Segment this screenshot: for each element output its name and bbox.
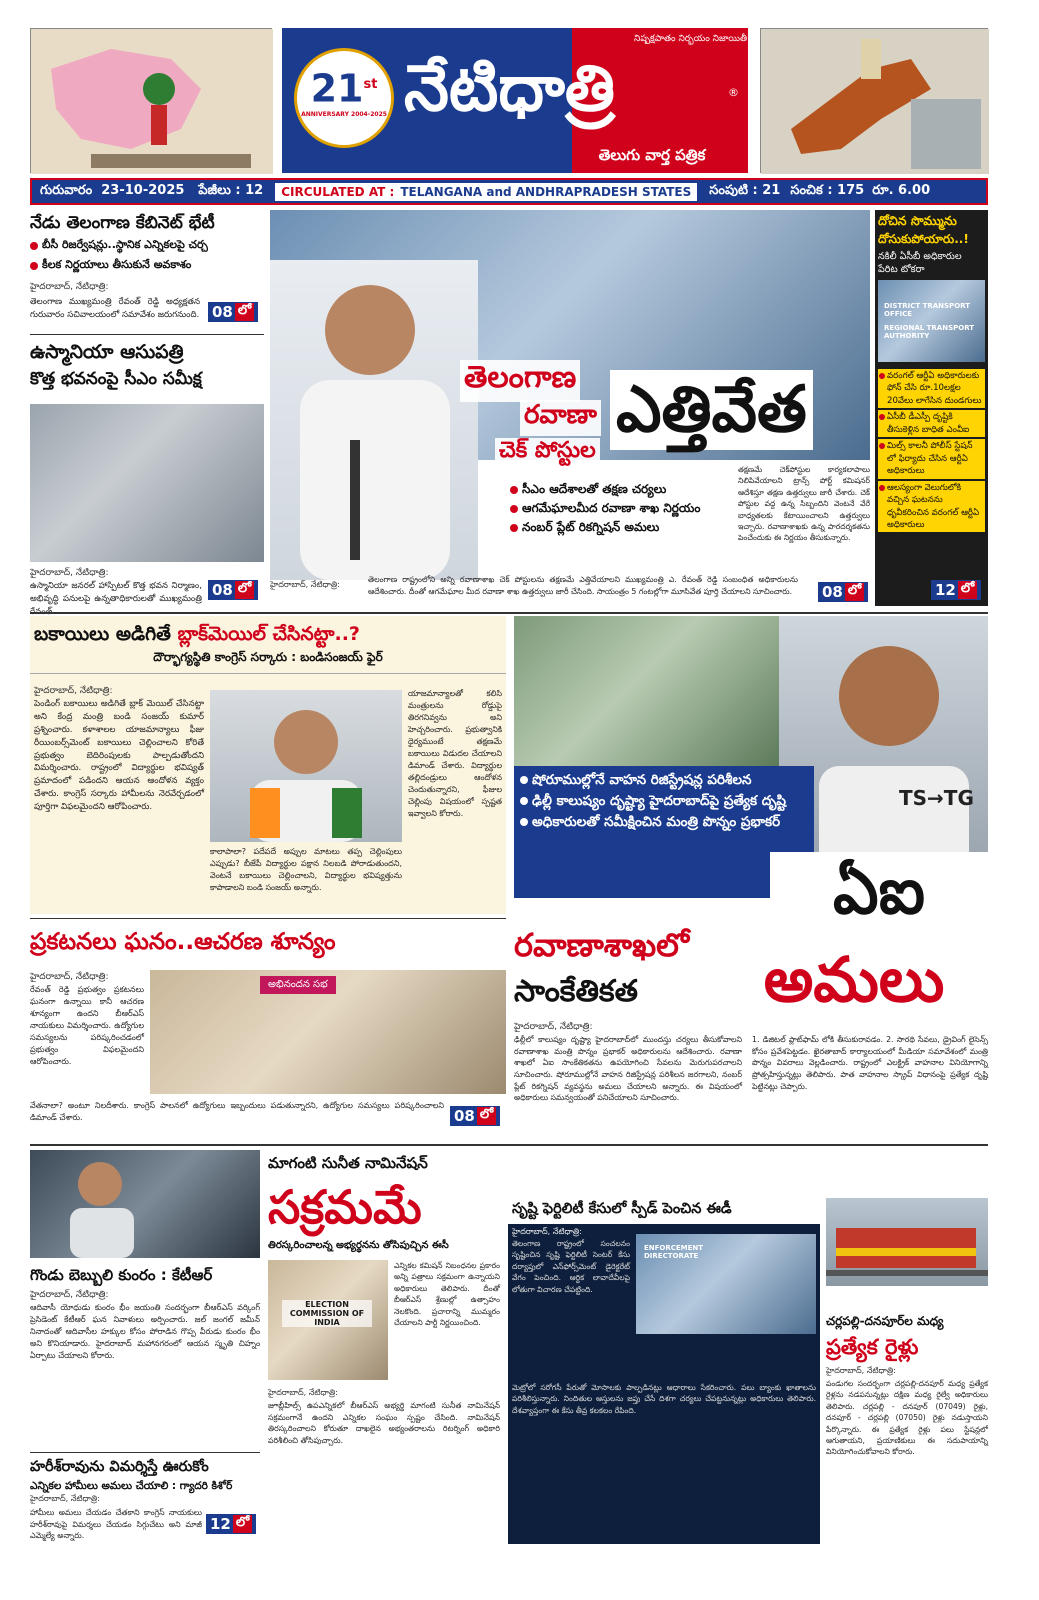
price: రూ. 6.00 — [872, 182, 931, 198]
page-ref-suffix: లో — [477, 1107, 496, 1125]
bullet-icon — [879, 443, 885, 449]
bullet-icon — [879, 373, 885, 379]
rta-office-photo — [878, 280, 985, 362]
divider — [30, 918, 506, 919]
circulated-states: TELANGANA and ANDHRAPRADESH STATES — [400, 184, 692, 199]
osmania-meeting-photo — [30, 404, 264, 562]
truck-checkpoint-photo — [514, 616, 779, 766]
bakayi-story — [30, 616, 506, 914]
bakayi-body-right: యాజమాన్యాలతో కలిసి మంత్రులను రోడ్డుపై తిరగనివ్వను అని హెచ్చరించారు. ప్రభుత్వానికి ధైర్యముంటే తక్షణమే బకాయిలు విడుదల చేయాలని డిమాండ్ చేశారు. విద్యార్థుల తల్లిదండ్రులు ఆందోళన చెందుతున్నారని, ఫీజుల చెల్లింపు విషయంలో స్పష్టత ఇవ్వాలని కోరారు. — [408, 689, 502, 818]
ktr-dateline: హైదరాబాద్, నేటిధాత్రి: — [30, 1290, 109, 1300]
masthead-title: నేటిధాత్రి — [404, 51, 615, 126]
info-bar — [30, 178, 988, 205]
fake-acb-headline-1: దోచిన సొమ్మును — [878, 213, 957, 228]
train-photo — [826, 1198, 988, 1286]
ktr-story — [30, 1150, 260, 1450]
ai-bullet-3: అధికారులతో సమీక్షించిన మంత్రి పొన్నం ప్రభాకర్ — [532, 814, 781, 830]
bullet-icon — [510, 524, 518, 532]
bullet-icon — [510, 505, 518, 513]
cabinet-story — [30, 210, 264, 332]
bakayi-headline-part-2: బ్లాక్‌మెయిల్ చేసినట్టా..? — [177, 623, 360, 645]
bullet-icon — [879, 485, 885, 491]
prakatana-headline: ప్రకటనలు ఘనం..ఆచరణ శూన్యం — [30, 929, 336, 955]
harish-subheadline: ఎన్నికల హామీలు అమలు చేయాలి : గ్యాదరి కిశోర్ — [30, 1480, 233, 1492]
prakatana-body-bottom: వేతనాలా? అంటూ నిలదీశారు. కాంగ్రెస్ పాలనలో ఉద్యోగులు ఇబ్బందులు పడుతున్నారని, ఉద్యోగుల సమస్యలు పరిష్కరించాలని డిమాండ్ చేశారు. — [30, 1101, 444, 1122]
volume-number: సంపుటి : 21 — [709, 182, 781, 198]
anniversary-number: 21 — [310, 66, 364, 111]
lead-body: తెలంగాణ రాష్ట్రంలోని అన్ని రవాణాశాఖ చెక్ పోస్టులను తక్షణమే ఎత్తివేయాలని ముఖ్యమంత్రి ఎ. రేవంత్ రెడ్డి సంబంధిత అధికారులను ఆదేశించారు. దీంతో ఆగమేఘాల మీద రవాణా శాఖ ఉత్తర్వులు జారీ చేసింది. సాయంత్రం 5 గంటల్లోగా మూసివేత పూర్తి చేయాలని సూచించారు. — [368, 575, 798, 596]
anniversary-badge — [294, 48, 394, 148]
cabinet-headline: నేడు తెలంగాణ కేబినెట్ భేటీ — [30, 213, 215, 233]
train-icon — [826, 1198, 988, 1286]
sunitha-body-right: ఎన్నికల కమిషన్ నిబంధనల ప్రకారం అన్ని పత్రాలు సక్రమంగా ఉన్నాయని అధికారులు తెలిపారు. దీంతో బీఆర్ఎస్ శ్రేణుల్లో ఉత్సాహం నెలకొంది. ప్రచారాన్ని ముమ్మరం చేయాలని పార్టీ నిర్ణయించింది. — [394, 1261, 500, 1327]
lead-kicker-3: చెక్ పోస్టుల — [495, 438, 600, 468]
page-ref-suffix: లో — [233, 1515, 252, 1533]
prakatana-dateline: హైదరాబాద్, నేటిధాత్రి: — [30, 972, 109, 982]
ai-bullet-2: ఢిల్లీ కాలుష్యం దృష్ట్యా హైదరాబాద్‌పై ప్రత్యేక దృష్టి — [532, 793, 786, 809]
cabinet-body: తెలంగాణ ముఖ్యమంత్రి రేవంత్ రెడ్డి అధ్యక్షతన గురువారం సచివాలయంలో సమావేశం జరుగనుంది. — [30, 297, 200, 320]
plate-text: TS→TG — [899, 786, 974, 810]
circulation-box — [275, 183, 697, 201]
andhra-map-illustration — [760, 28, 988, 173]
prakatana-story — [30, 922, 506, 1140]
sunitha-subheadline: తిరస్కరించాలన్న అభ్యర్థనను తోసిపుచ్చిన ఈసీ — [268, 1240, 449, 1251]
lead-kicker-2: రవాణా — [520, 400, 601, 436]
ai-bullets — [514, 766, 814, 898]
page-ref-suffix: లో — [235, 581, 254, 599]
harish-headline: హరీశ్‌రావును విమర్శిస్తే ఊరుకోం — [30, 1459, 209, 1475]
issue-date: గురువారం 23-10-2025 — [40, 182, 185, 198]
rail-dateline: హైదరాబాద్, నేటిధాత్రి: — [826, 1366, 896, 1375]
page-ref-suffix: లో — [235, 303, 254, 321]
registered-mark: ® — [728, 86, 739, 99]
election-commission-photo — [268, 1260, 388, 1380]
cabinet-dateline: హైదరాబాద్, నేటిధాత్రి: — [30, 282, 109, 292]
page-ref-suffix: లో — [958, 581, 977, 599]
page-count: పేజీలు : 12 — [198, 182, 264, 198]
ai-line-1: రవాణాశాఖలో — [514, 926, 690, 964]
anniversary-suffix: st — [363, 77, 378, 92]
ai-bullet-1: షోరూముల్లోనే వాహన రిజిస్ట్రేషన్ల పరిశీలన — [532, 772, 752, 788]
srushti-body-left: తెలంగాణ రాష్ట్రంలో సంచలనం సృష్టించిన సృష్టి ఫెర్టిలిటీ సెంటర్ కేసు దర్యాప్తులో ఎన్‌ఫోర్స్‌మెంట్ డైరెక్టరేట్ వేగం పెంచింది. ఆర్థిక లావాదేవీలపై లోతుగా విచారణ చేపట్టింది. — [512, 1239, 630, 1294]
rta-sign-1: DISTRICT TRANSPORT OFFICE — [884, 302, 970, 318]
bullet-icon — [520, 797, 528, 805]
bullet-icon — [879, 414, 885, 420]
osmania-dateline: హైదరాబాద్, నేటిధాత్రి: — [30, 568, 109, 578]
lead-kicker-1: తెలంగాణ — [460, 360, 580, 402]
lead-side-text: తక్షణమే చెక్‌పోస్టుల కార్యకలాపాలు నిలిపివేయాలని ట్రాన్స్ పోర్ట్ కమిషనర్ ఆదేశిస్తూ తక్షణ ఉత్తర్వులు జారీ చేశారు. చెక్ పోస్టుల వద్ద ఉన్న సిబ్బందిని వెంటనే వేరే బాధ్యతలకు కేటాయించాలని ఉత్తర్వులు ఇచ్చారు. రవాణాశాఖకు ఉన్న పారదర్శకతను పెంచేందుకు ఈ నిర్ణయం తీసుకున్నారు. — [738, 465, 870, 543]
masthead-subtitle: తెలుగు వార్త పత్రిక — [598, 146, 706, 164]
bakayi-headline — [30, 616, 506, 648]
rail-headline: చర్లపల్లి-దనపూర్‌ల మధ్య — [826, 1314, 944, 1328]
felicitation-banner: అభినందన సభ — [260, 976, 336, 994]
divider — [30, 1144, 988, 1146]
srushti-headline: సృష్టి ఫెర్టిలిటీ కేసులో స్పీడ్ పెంచిన ఈడీ — [508, 1194, 820, 1224]
telangana-map-icon — [31, 29, 273, 174]
lead-bullet-1: సీఎం ఆదేశాలతో తక్షణ చర్యలు — [522, 482, 667, 496]
sunitha-kicker: మాగంటి సునీత నామినేషన్ — [268, 1154, 428, 1172]
fake-acb-bullet-2: ఏసీబీ డీఎస్పీ దృష్టికి తీసుకెళ్లిన బాధిత ఎంవీఐ — [887, 412, 970, 435]
bandi-sanjay-photo — [210, 690, 402, 842]
osmania-body: ఉస్మానియా జనరల్ హాస్పిటల్ కొత్త భవన నిర్మాణం, అభివృద్ధి పనులపై ఉన్నతాధికారులతో ముఖ్యమంత్రి — [30, 581, 202, 604]
srushti-body-bottom: మెట్రోలో సరోగసీ పేరుతో మోసాలకు పాల్పడినట్లు ఆధారాలు సేకరించారు. పలు బ్యాంకు ఖాతాలను పరిశీలిస్తున్నారు. నిందితుల ఆస్తులను జప్తు చేసే దిశగా చర్యలు చేపట్టనున్నట్లు అధికారులు తెలిపారు. దేశవ్యాప్తంగా ఈ కేసు తీవ్ర కలకలం రేపింది. — [512, 1383, 816, 1415]
ktr-portrait-icon — [30, 1150, 260, 1258]
masthead-logo-area — [282, 28, 748, 173]
ai-amalu: అమలు — [763, 943, 945, 1016]
page-ref-number: 08 — [822, 583, 843, 601]
lead-story — [270, 210, 870, 606]
lead-headline: ఎత్తివేత — [610, 370, 813, 450]
rail-big-headline: ప్రత్యేక రైళ్లు — [826, 1335, 919, 1359]
bakayi-headline-part-1: బకాయిలు అడిగితే — [34, 623, 178, 645]
harish-story — [30, 1456, 260, 1542]
bakayi-subheadline: దౌర్భాగ్యస్థితి కాంగ్రెస్ సర్కారు : బండిసంజయ్ ఫైర్ — [30, 648, 506, 674]
anniversary-text: ANNIVERSARY 2004-2025 — [301, 111, 387, 118]
cabinet-bullet-2: కీలక నిర్ణయాలు తీసుకునే అవకాశం — [42, 258, 192, 271]
fake-acb-story — [875, 210, 988, 606]
andhra-map-icon — [761, 29, 989, 174]
ai-dateline: హైదరాబాద్, నేటిధాత్రి: — [514, 1022, 593, 1032]
ec-sign: ELECTION COMMISSION OF INDIA — [282, 1300, 372, 1327]
felicitation-photo — [150, 970, 506, 1094]
ktr-photo — [30, 1150, 260, 1258]
masthead-tagline: నిష్పక్షపాతం నిర్భయం నిజాయితీ — [634, 34, 747, 44]
page-ref-number: 08 — [212, 303, 233, 321]
ai-body-right: 1. డిజిటల్ ప్లాట్‌ఫామ్ లోకి తీసుకురావడం. 2. సారథి సేవలు, డ్రైవింగ్ లైసెన్స్ కోసం ప్రవేశపెట్టడం. ఖైరతాబాద్ కార్యాలయంలో మీడియా సమావేశంలో మంత్రి పొన్నం వివరాలు వెల్లడించారు. రాష్ట్రంలో ఎలక్ట్రిక్ వాహనాల వినియోగాన్ని ప్రోత్సహిస్తున్నట్లు తెలిపారు. పాత వాహనాల స్క్రాప్ విధానంపై ప్రత్యేక దృష్టి పెట్టినట్లు చెప్పారు. — [752, 1035, 988, 1091]
bullet-icon — [30, 262, 38, 270]
cm-portrait-photo — [270, 260, 478, 580]
harish-page-ref[interactable] — [206, 1514, 256, 1534]
sunitha-headline: సక్రమమే — [268, 1180, 422, 1234]
sunitha-story — [268, 1150, 500, 1542]
rail-body: పండుగల సందర్భంగా చర్లపల్లి-దనపూర్ మధ్య ప్రత్యేక రైళ్లను నడపనున్నట్లు దక్షిణ మధ్య రైల్వే అధికారులు తెలిపారు. చర్లపల్లి - దనపూర్ (07049) రైళ్లు, దనపూర్ - చర్లపల్లి (07050) రైళ్లు నడుస్తాయని పేర్కొన్నారు. ఈ ప్రత్యేక రైళ్లు పలు స్టేషన్లలో ఆగుతాయని, ప్రయాణికులు ఈ సదుపాయాన్ని వినియోగించుకోవాలని కోరారు. — [826, 1379, 988, 1457]
ai-article — [514, 1022, 988, 1140]
cabinet-page-ref[interactable] — [208, 302, 258, 322]
osmania-headline-1: ఉస్మానియా ఆసుపత్రి — [30, 341, 184, 363]
lead-page-ref[interactable] — [818, 582, 868, 602]
page-ref-number: 08 — [454, 1107, 475, 1125]
ktr-body: ఆదివాసీ యోధుడు కుంరం భీం జయంతి సందర్భంగా బీఆర్ఎస్ వర్కింగ్ ప్రెసిడెంట్ కేటీఆర్ ఘన నివాళులు అర్పించారు. జల్ జంగల్ జమీన్ నినాదంతో ఆదివాసీల హక్కుల కోసం పోరాడిన గొప్ప వీరుడు కుంరం భీం అని కొనియాడారు. హైదరాబాద్ మహానగరంలో ఆయన స్మృతి చిహ్నం ఏర్పాటు చేయాలని కోరారు. — [30, 1303, 260, 1360]
sunitha-body-left: జూబ్లీహిల్స్ ఉపఎన్నికలో బీఆర్ఎస్ అభ్యర్థి మాగంటి సునీత నామినేషన్ సక్రమంగానే ఉందని ఎన్నికల సంఘం స్పష్టం చేసింది. నామినేషన్ తిరస్కరించాలని కోరుతూ దాఖలైన అభ్యంతరాలను రిటర్నింగ్ అధికారి పరిశీలించి తోసిపుచ్చారు. — [268, 1401, 500, 1446]
ai-big-headline: ఏఐ — [770, 852, 988, 932]
fake-acb-sub-2: పేరిట టోకరా — [878, 264, 925, 275]
fake-acb-sub-1: నకిలీ ఏసీబీ అధికారుల — [878, 251, 962, 262]
ed-sign: ENFORCEMENT DIRECTORATE — [644, 1244, 704, 1260]
srushti-story — [508, 1194, 820, 1544]
page-ref-number: 12 — [210, 1515, 231, 1533]
prakatana-page-ref[interactable] — [450, 1106, 500, 1126]
bullet-icon — [510, 486, 518, 494]
osmania-page-ref[interactable] — [208, 580, 258, 600]
cabinet-bullet-1: బీసీ రిజర్వేషన్లు..స్థానిక ఎన్నికలపై చర్చ — [42, 238, 208, 251]
fake-acb-bullet-4: ఆలస్యంగా వెలుగులోకి వచ్చిన ఘటనను ధృవీకరించిన వరంగల్ ఆర్టీఏ అధికారులు — [887, 482, 980, 530]
bullet-icon — [520, 776, 528, 784]
lead-dateline: హైదరాబాద్, నేటిధాత్రి: — [270, 580, 340, 589]
ktr-headline: గొండు బెబ్బులి కుంరం : కేటీఆర్ — [30, 1266, 213, 1284]
fake-acb-page-ref[interactable] — [931, 580, 981, 600]
bakayi-body-bottom: కాలాపాలా? పదేపదే అప్పుల మాటలు తప్ప చెల్లింపులు ఎప్పుడు? బీజేపీ విద్యార్థుల పక్షాన నిలబడి పోరాడుతుందని, వెంటనే బకాయిలు చెల్లించాలని, విద్యార్థుల భవిష్యత్తును కాపాడాలని బండి సంజయ్ అన్నారు. — [210, 847, 402, 892]
harish-body: హామీలు అమలు చేయడం చేతకాని కాంగ్రెస్ నాయకులు హరీశ్‌రావుపై విమర్శలు చేయడం సిగ్గుచేటు అని మాజీ ఎమ్మెల్యే అన్నారు. — [30, 1508, 202, 1541]
ai-body-left: ఢిల్లీలో కాలుష్యం దృష్ట్యా హైదరాబాద్‌లో ముందస్తు చర్యలు తీసుకోవాలని రవాణాశాఖ మంత్రి పొన్నం ప్రభాకర్ అధికారులను ఆదేశించారు. రవాణా శాఖలో ఏఐ సాంకేతికతను ఉపయోగించి సేవలను మెరుగుపరచాలని సూచించారు. షోరూముల్లోనే వాహన రిజిస్ట్రేషన్ల పరిశీలన జరగాలని, నంబర్ ప్లేట్ రికగ్నిషన్ వ్యవస్థను అమలు చేయాలని అన్నారు. ఈ విషయంలో అధికారులు సమన్వయంతో పనిచేయాలని సూచించారు. — [514, 1035, 742, 1103]
divider — [30, 1452, 260, 1453]
ed-office-photo — [636, 1234, 816, 1334]
divider — [30, 612, 988, 614]
bakayi-dateline: హైదరాబాద్, నేటిధాత్రి: — [34, 686, 113, 696]
telangana-map-illustration — [30, 28, 272, 173]
rail-story — [826, 1194, 988, 1544]
fake-acb-bullet-3: మిల్స్ కాలనీ పోలీస్ స్టేషన్ లో ఫిర్యాదు చేసిన ఆర్టీఏ అధికారులు — [887, 441, 973, 477]
circulated-label: CIRCULATED AT : — [281, 184, 395, 199]
bullet-icon — [30, 242, 38, 250]
bullet-icon — [520, 818, 528, 826]
issue-number: సంచిక : 175 — [790, 182, 865, 198]
lead-bullet-2: ఆగమేఘాలమీద రవాణా శాఖ నిర్ణయం — [522, 501, 701, 515]
page-ref-suffix: లో — [845, 583, 864, 601]
speaker-portrait-icon — [210, 690, 402, 842]
cm-portrait-icon — [270, 260, 478, 580]
fake-acb-headline-2: దోసుకుపోయారు..! — [878, 232, 969, 246]
sunitha-dateline: హైదరాబాద్, నేటిధాత్రి: — [268, 1388, 338, 1397]
page-ref-number: 12 — [935, 581, 956, 599]
osmania-headline-2: కొత్త భవనంపై సీఎం సమీక్ష — [30, 369, 202, 389]
lead-bullet-3: నంబర్ ప్లేట్ రికగ్నిషన్ అమలు — [522, 520, 660, 534]
harish-dateline: హైదరాబాద్, నేటిధాత్రి: — [30, 1494, 100, 1503]
osmania-story — [30, 338, 264, 606]
srushti-dateline: హైదరాబాద్, నేటిధాత్రి: — [512, 1227, 582, 1236]
rta-sign-2: REGIONAL TRANSPORT AUTHORITY — [884, 324, 975, 340]
divider — [30, 334, 264, 335]
fake-acb-bullet-1: వరంగల్ ఆర్టీఏ అధికారులకు ఫోన్ చేసి రూ.10లక్షల 20వేలు లాగేసిన దుండగులు — [887, 371, 982, 406]
bakayi-body-left: పెండింగ్ బకాయిలు అడిగితే బ్లాక్ మెయిల్ చేసినట్టా అని కేంద్ర మంత్రి బండి సంజయ్ కుమార్ ప్రశ్నించారు. కళాశాలల యాజమాన్యాలు ఫీజు రీయింబర్స్‌మెంట్ బకాయిలు చెల్లించాలని కోరితే ప్రభుత్వం బెదిరింపులకు పాల్పడుతోందని విమర్శించారు. రాష్ట్రంలో విద్యార్థుల భవిష్యత్ ప్రమాదంలో పడిందని ఆయన ఆందోళన వ్యక్తం చేశారు. కాంగ్రెస్ సర్కారు హామీలను నెరవేర్చడంలో పూర్తిగా విఫలమైందని ఆరోపించారు. — [34, 699, 204, 813]
page-ref-number: 08 — [212, 581, 233, 599]
prakatana-body-left: రేవంత్ రెడ్డి ప్రభుత్వం ప్రకటనలు ఘనంగా ఉన్నాయి కానీ ఆచరణ శూన్యంగా ఉందని బీఆర్ఎస్ నాయకులు విమర్శించారు. ఉద్యోగుల సమస్యలను పరిష్కరించడంలో ప్రభుత్వం విఫలమైందని ఆరోపించారు. — [30, 985, 144, 1066]
ai-line-2: సాంకేతికత — [514, 974, 638, 1009]
